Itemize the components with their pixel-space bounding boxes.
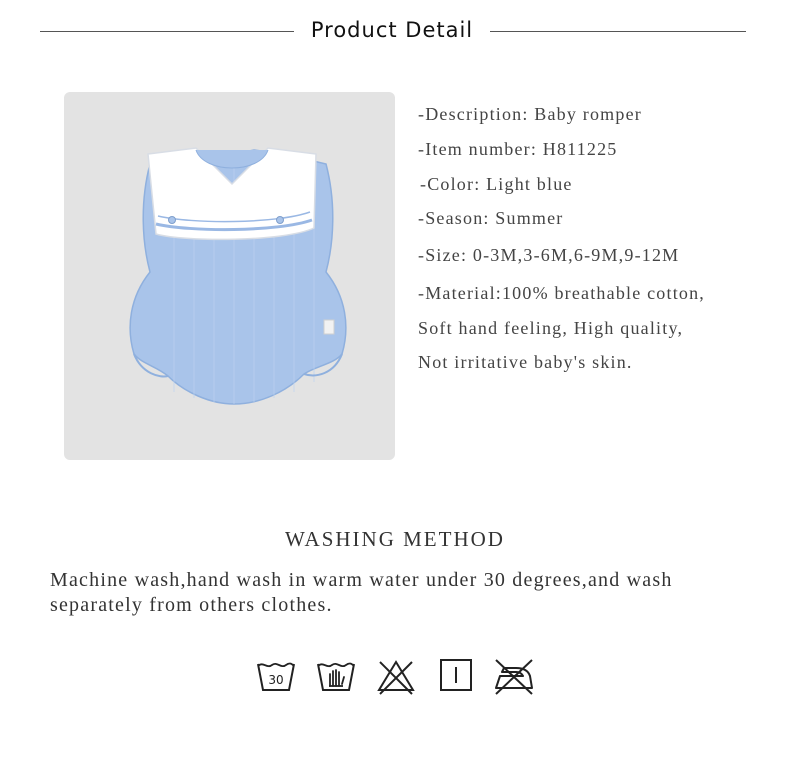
detail-material: -Material:100% breathable cotton, bbox=[418, 283, 706, 303]
washing-method-title: WASHING METHOD bbox=[285, 527, 505, 551]
header-divider-left bbox=[40, 31, 294, 32]
section-header bbox=[40, 16, 746, 48]
baby-romper-illustration bbox=[64, 92, 395, 460]
detail-item-number: -Item number: H811225 bbox=[418, 139, 618, 159]
detail-size: -Size: 0-3M,3-6M,6-9M,9-12M bbox=[418, 245, 680, 265]
washing-method-text: Machine wash,hand wash in warm water under 30 degrees,and wash separately from others clothes. bbox=[50, 569, 673, 616]
hand-wash-icon bbox=[314, 656, 358, 696]
page-title: Product Detail bbox=[310, 18, 474, 42]
product-photo bbox=[64, 92, 395, 460]
care-symbols bbox=[0, 656, 790, 700]
tumble-dry-icon bbox=[434, 656, 478, 696]
do-not-bleach-icon bbox=[374, 656, 418, 696]
header-divider-right bbox=[490, 31, 746, 32]
detail-color: -Color: Light blue bbox=[420, 174, 573, 194]
detail-material-line-2: Soft hand feeling, High quality, bbox=[418, 318, 684, 338]
detail-description: -Description: Baby romper bbox=[418, 104, 642, 124]
detail-season: -Season: Summer bbox=[418, 208, 564, 228]
do-not-iron-icon bbox=[492, 656, 536, 696]
wash-temperature-label: 30 bbox=[268, 673, 284, 687]
wash-30-icon bbox=[254, 656, 298, 696]
detail-material-line-3: Not irritative baby's skin. bbox=[418, 352, 633, 372]
